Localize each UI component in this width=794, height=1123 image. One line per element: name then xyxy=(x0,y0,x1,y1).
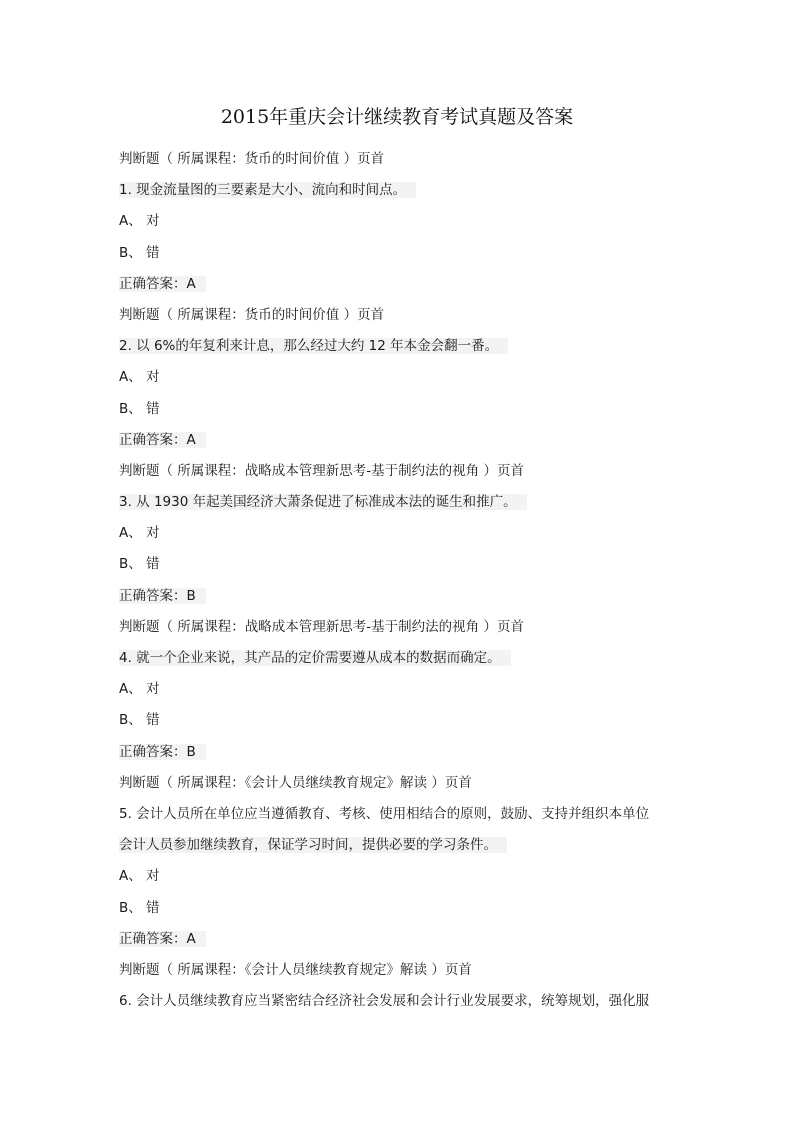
question-2-option-b: B、 错 xyxy=(119,400,160,417)
question-3-answer: 正确答案：B xyxy=(119,581,679,612)
question-3-option-b: B、 错 xyxy=(119,556,160,573)
question-6-text-line-1: 6. 会计人员继续教育应当紧密结合经济社会发展和会计行业发展要求，统筹规划，强化服 xyxy=(119,993,650,1010)
question-5-answer: 正确答案：A xyxy=(119,924,679,955)
question-2-option-a: A、 对 xyxy=(119,369,160,386)
question-2-text: 2. 以 6%的年复利来计息，那么经过大约 12 年本金会翻一番。 xyxy=(119,331,679,362)
question-5-text-line-2: 会计人员参加继续教育，保证学习时间，提供必要的学习条件。 xyxy=(119,830,679,861)
question-3-text: 3. 从 1930 年起美国经济大萧条促进了标准成本法的诞生和推广。 xyxy=(119,487,679,518)
document-body xyxy=(119,144,679,1017)
question-1-text: 1. 现金流量图的三要素是大小、流向和时间点。 xyxy=(119,175,679,206)
question-5-text-line-1: 5. 会计人员所在单位应当遵循教育、考核、使用相结合的原则，鼓励、支持并组织本单位 xyxy=(119,805,650,822)
question-1-answer: 正确答案：A xyxy=(119,269,679,300)
question-4-option-a: A、 对 xyxy=(119,681,160,698)
document-title: 2015年重庆会计继续教育考试真题及答案 xyxy=(220,106,574,128)
question-2-header: 判断题（ 所属课程：货币的时间价值 ）页首 xyxy=(119,306,385,323)
question-5-header: 判断题（ 所属课程：《会计人员继续教育规定》解读 ）页首 xyxy=(119,774,472,791)
question-4-answer: 正确答案：B xyxy=(119,737,679,768)
question-4-option-b: B、 错 xyxy=(119,712,160,729)
question-2-answer: 正确答案：A xyxy=(119,425,679,456)
question-5-option-b: B、 错 xyxy=(119,899,160,916)
question-6-header: 判断题（ 所属课程：《会计人员继续教育规定》解读 ）页首 xyxy=(119,961,472,978)
question-1-option-a: A、 对 xyxy=(119,213,160,230)
question-4-text: 4. 就一个企业来说，其产品的定价需要遵从成本的数据而确定。 xyxy=(119,643,679,674)
question-3-option-a: A、 对 xyxy=(119,525,160,542)
question-5-option-a: A、 对 xyxy=(119,868,160,885)
question-1-option-b: B、 错 xyxy=(119,244,160,261)
question-1-header: 判断题（ 所属课程：货币的时间价值 ）页首 xyxy=(119,151,385,167)
question-3-header: 判断题（ 所属课程：战略成本管理新思考-基于制约法的视角 ）页首 xyxy=(119,462,524,479)
question-4-header: 判断题（ 所属课程：战略成本管理新思考-基于制约法的视角 ）页首 xyxy=(119,618,524,635)
